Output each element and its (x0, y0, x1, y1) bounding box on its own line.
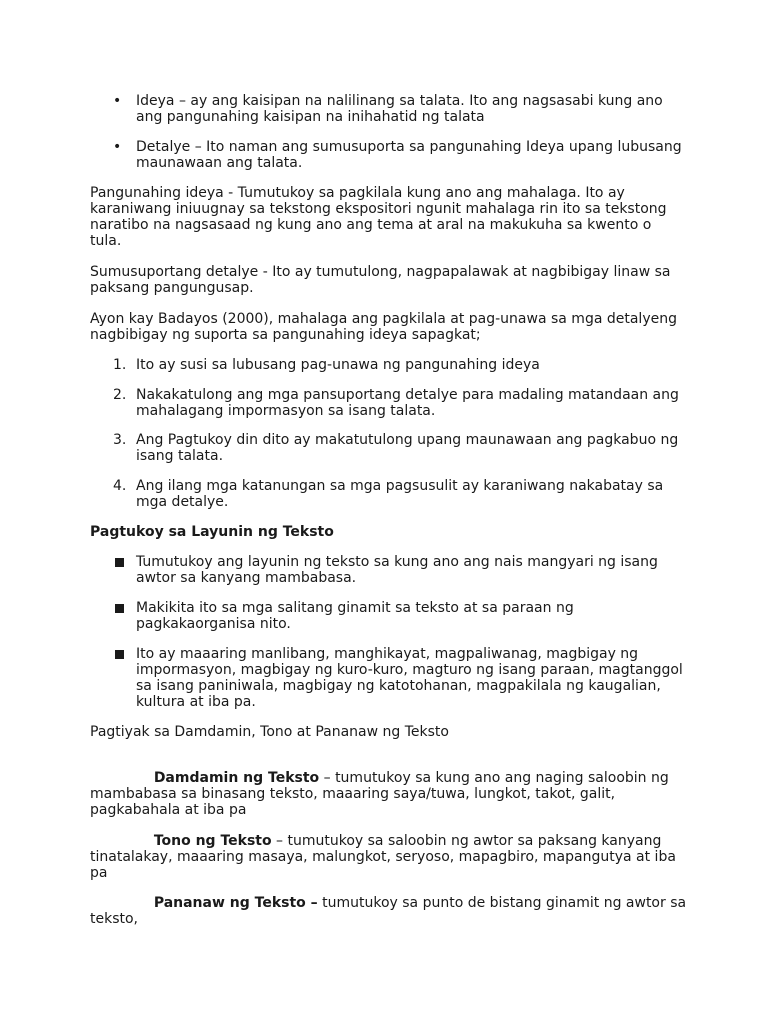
definition-pananaw (90, 879, 686, 943)
list-item: Ang ilang mga katanungan sa mga pagsusulit ay karaniwang nakabatay sa mga detalye. (136, 478, 664, 510)
definition-text: mambabasa sa binasang teksto, maaaring saya/tuwa, lungkot, takot, galit, pagkabahala at iba pa (90, 786, 616, 818)
list-item: Nakakatulong ang mga pansuportang detalye para madaling matandaan ang mahalagang impormasyon sa isang talata. (136, 387, 679, 419)
list-item: Ito ay susi sa lubusang pag-unawa ng pangunahing ideya (136, 357, 540, 373)
definition-text: teksto, (90, 911, 139, 927)
square-bullet-icon (115, 650, 124, 659)
term: Damdamin ng Teksto (153, 770, 320, 786)
definition-text: – tumutukoy sa saloobin ng awtor sa paksang kanyang (271, 833, 662, 849)
paragraph-pangunahing-ideya: Pangunahing ideya - Tumutukoy sa pagkilala kung ano ang mahalaga. Ito ay karaniwang iniuugnay sa tekstong ekspositori ngunit mahalaga rin ito sa tekstong naratibo na nagsasaad ng kung ano ang tema at aral na makukuha sa kwento o tula. (90, 185, 667, 249)
list-number: 4. (113, 478, 127, 494)
list-item: Ang Pagtukoy din dito ay makatutulong upang maunawaan ang pagkabuo ng isang talata. (136, 432, 679, 464)
paragraph-badayos: Ayon kay Badayos (2000), mahalaga ang pagkilala at pag-unawa sa mga detalyeng nagbibigay ng suporta sa pangunahing ideya sapagkat; (90, 311, 677, 343)
subheading: Pagtiyak sa Damdamin, Tono at Pananaw ng Teksto (90, 724, 449, 740)
list-item: Makikita ito sa mga salitang ginamit sa teksto at sa paraan ng pagkakaorganisa nito. (136, 600, 574, 632)
term: Pananaw ng Teksto – (153, 895, 318, 911)
term: Tono ng Teksto (153, 833, 272, 849)
bullet-marker: • (113, 139, 122, 155)
list-number: 1. (113, 357, 127, 373)
definition-text: tumutukoy sa punto de bistang ginamit ng awtor sa (317, 895, 687, 911)
definition-text: tinatalakay, maaaring masaya, malungkot, seryoso, mapagbiro, mapangutya at iba pa (90, 849, 676, 881)
definition-text: – tumutukoy sa kung ano ang naging saloobin ng (319, 770, 669, 786)
list-item: Ito ay maaaring manlibang, manghikayat, magpaliwanag, magbigay ng impormasyon, magbigay ng kuro-kuro, magturo ng isang paraan, magtanggol sa isang paniniwala, magbigay ng katotohanan, magpakilala ng kaugalian, kultura at iba pa. (136, 646, 683, 710)
bullet-marker: • (113, 93, 122, 109)
list-number: 3. (113, 432, 127, 448)
square-bullet-icon (115, 558, 124, 567)
section-heading: Pagtukoy sa Layunin ng Teksto (90, 524, 334, 540)
paragraph-sumusuportang-detalye: Sumusuportang detalye - Ito ay tumutulong, nagpapalawak at nagbibigay linaw sa paksang pangungusap. (90, 264, 671, 296)
list-number: 2. (113, 387, 127, 403)
square-bullet-icon (115, 604, 124, 613)
bullet-ideya: Ideya – ay ang kaisipan na nalilinang sa talata. Ito ang nagsasabi kung ano ang pangunahing kaisipan na inihahatid ng talata (136, 93, 663, 125)
bullet-detalye: Detalye – Ito naman ang sumusuporta sa pangunahing Ideya upang lubusang maunawaan ang talata. (136, 139, 682, 171)
list-item: Tumutukoy ang layunin ng teksto sa kung ano ang nais mangyari ng isang awtor sa kanyang mambabasa. (136, 554, 658, 586)
